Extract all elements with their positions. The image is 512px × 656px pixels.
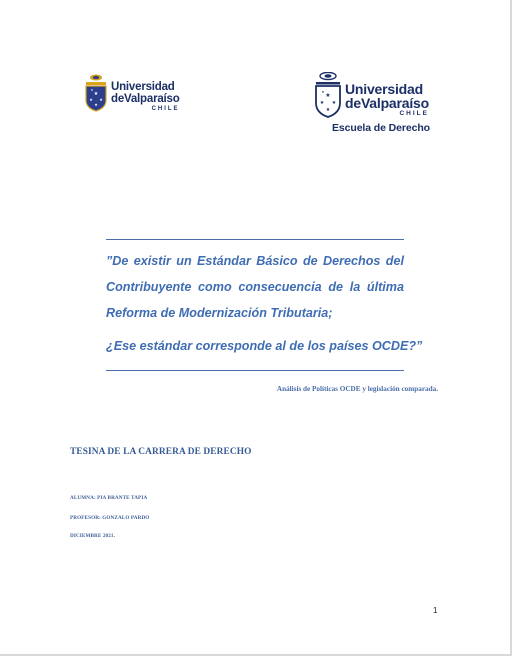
svg-text:★: ★: [331, 100, 337, 106]
school-name: Escuela de Derecho: [332, 122, 430, 134]
professor-line: PROFESOR: GONZALO PARDO: [70, 515, 150, 521]
university-seal-icon: [84, 74, 108, 112]
thesis-subtitle: Análisis de Políticas OCDE y legislación comparada.: [276, 385, 438, 393]
university-logo-left: [84, 74, 180, 113]
university-wordmark: [111, 74, 180, 113]
university-wordmark: [345, 72, 429, 118]
university-seal-icon: [314, 72, 342, 118]
svg-text:★: ★: [94, 102, 98, 107]
thesis-label: TESINA DE LA CARRERA DE DERECHO: [70, 447, 252, 457]
svg-text:★: ★: [319, 100, 325, 106]
svg-text:★: ★: [325, 92, 331, 99]
wordmark-line-2: deValparaíso: [111, 93, 180, 105]
svg-text:★: ★: [321, 90, 325, 94]
svg-text:★: ★: [93, 91, 99, 97]
title-rule-bottom: [106, 370, 404, 371]
thesis-question: ¿Ese estándar corresponde al de los países OCDE?”: [106, 339, 423, 353]
wordmark-line-1: Universidad: [111, 81, 175, 93]
wordmark-line-3: CHILE: [399, 110, 429, 117]
svg-text:★: ★: [325, 107, 331, 113]
law-school-logo-right: [314, 72, 430, 134]
wordmark-line-2: deValparaíso: [345, 95, 429, 111]
svg-text:★: ★: [99, 97, 103, 102]
wordmark-line-1: Universidad: [345, 81, 423, 97]
title-rule-top: [106, 239, 404, 240]
thesis-title: ”De existir un Estándar Básico de Derechos del Contribuyente como consecuencia de la última Reforma de Modernización Tributaria;: [106, 254, 404, 320]
page-number: 1: [433, 606, 438, 615]
svg-text:★: ★: [89, 97, 93, 102]
date-line: DICIEMBRE 2021.: [70, 533, 116, 539]
wordmark-line-3: CHILE: [151, 106, 180, 112]
svg-text:★: ★: [90, 88, 94, 92]
student-line: ALUMNA: PIA BRANTE TAPIA: [70, 495, 148, 501]
